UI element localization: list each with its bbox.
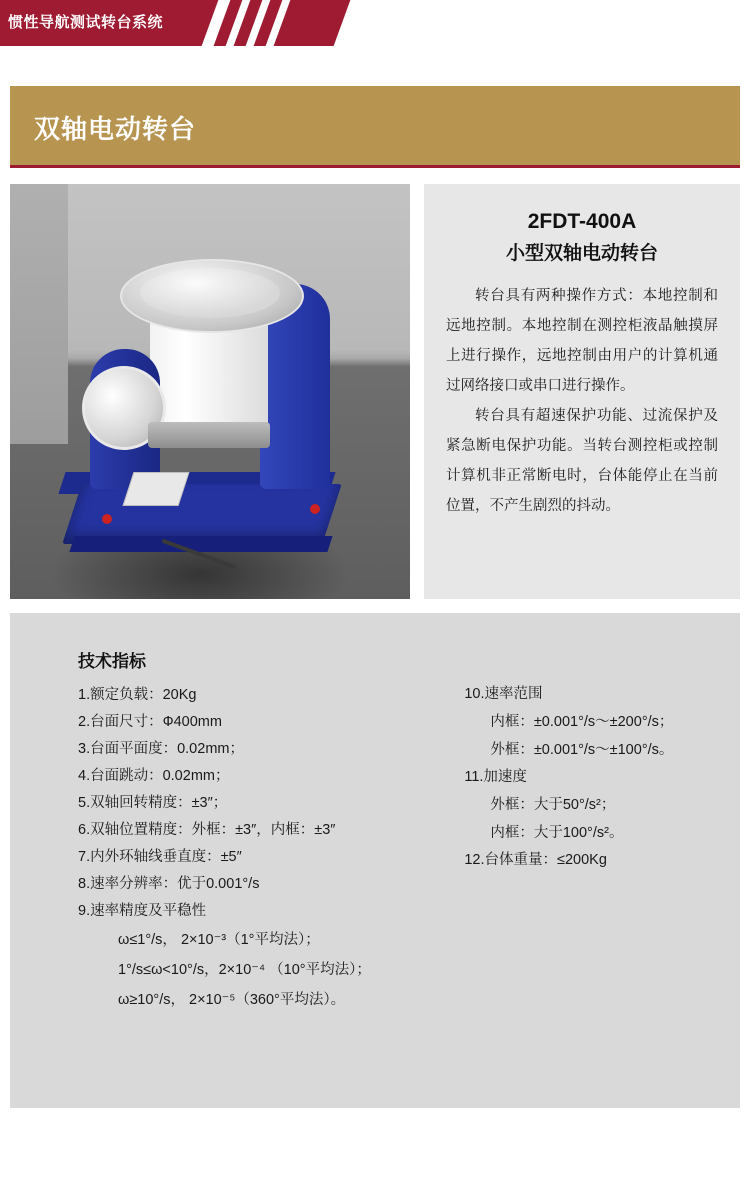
tech-item: 2.台面尺寸：Ф400mm — [78, 714, 222, 730]
photo-wall — [10, 184, 68, 444]
product-model: 2FDT-400A — [527, 210, 637, 233]
product-model-subtitle: 小型双轴电动转台 — [505, 243, 658, 264]
tech-item: 12.台体重量：≤200Kg — [464, 852, 607, 868]
tech-subitem: 外框：±0.001°/s～±100°/s。 — [490, 742, 674, 758]
machine-knob-right — [310, 504, 320, 514]
tech-subitem: 内框：±0.001°/s～±200°/s； — [490, 714, 674, 730]
tech-item: 11.加速度 — [464, 769, 527, 785]
tech-subitem: 内框：大于100°/s²。 — [490, 825, 624, 841]
tech-item: 10.速率范围 — [464, 686, 543, 702]
page-title-bar — [10, 86, 740, 168]
tech-item: 6.双轴位置精度：外框：±3″，内框：±3″ — [78, 822, 336, 838]
page-title: 双轴电动转台 — [34, 114, 197, 144]
tech-item: 9.速率精度及平稳性 — [78, 903, 207, 919]
product-paragraph-1: 转台具有两种操作方式：本地控制和远地控制。本地控制在测控柜液晶触摸屏上进行操作，远地控制由用户的计算机通过网络接口或串口进行操作。 — [446, 288, 718, 394]
tech-spec-title: 技术指标 — [78, 652, 146, 671]
machine-label-plate — [122, 472, 189, 506]
top-banner — [0, 0, 750, 46]
tech-spec-section — [10, 613, 740, 1108]
banner-stripe-4 — [274, 0, 351, 46]
tech-item: 4.台面跳动：0.02mm； — [78, 768, 230, 784]
machine-foot — [69, 536, 332, 552]
machine-collar — [148, 422, 270, 448]
title-underline — [10, 165, 740, 168]
product-section — [10, 184, 740, 599]
tech-subitem: 1°/s≤ω<10°/s，2×10⁻⁴ （10°平均法）； — [118, 962, 371, 978]
tech-spec-right-column — [464, 647, 712, 1015]
tech-subitem: 外框：大于50°/s²； — [490, 797, 616, 813]
tech-item: 3.台面平面度：0.02mm； — [78, 741, 244, 757]
tech-item: 5.双轴回转精度：±3″； — [78, 795, 228, 811]
machine-turntable-inner — [140, 268, 280, 318]
tech-subitem: ω≤1°/s， 2×10⁻³（1°平均法）； — [118, 932, 320, 948]
tech-item: 1.额定负载：20Kg — [78, 687, 197, 703]
product-description-panel — [424, 184, 740, 599]
tech-subitem: ω≥10°/s， 2×10⁻⁵（360°平均法）。 — [118, 992, 346, 1008]
banner-title: 惯性导航测试转台系统 — [8, 14, 164, 31]
tech-item: 8.速率分辨率：优于0.001°/s — [78, 876, 260, 892]
product-photo — [10, 184, 410, 599]
product-paragraph-2: 转台具有超速保护功能、过流保护及紧急断电保护功能。当转台测控柜或控制计算机非正常断电时，台体能停止在当前位置，不产生剧烈的抖动。 — [446, 408, 718, 514]
page-title-container — [10, 86, 740, 168]
tech-spec-left-column — [78, 647, 464, 1015]
machine-knob-left — [102, 514, 112, 524]
tech-item: 7.内外环轴线垂直度：±5″ — [78, 849, 242, 865]
